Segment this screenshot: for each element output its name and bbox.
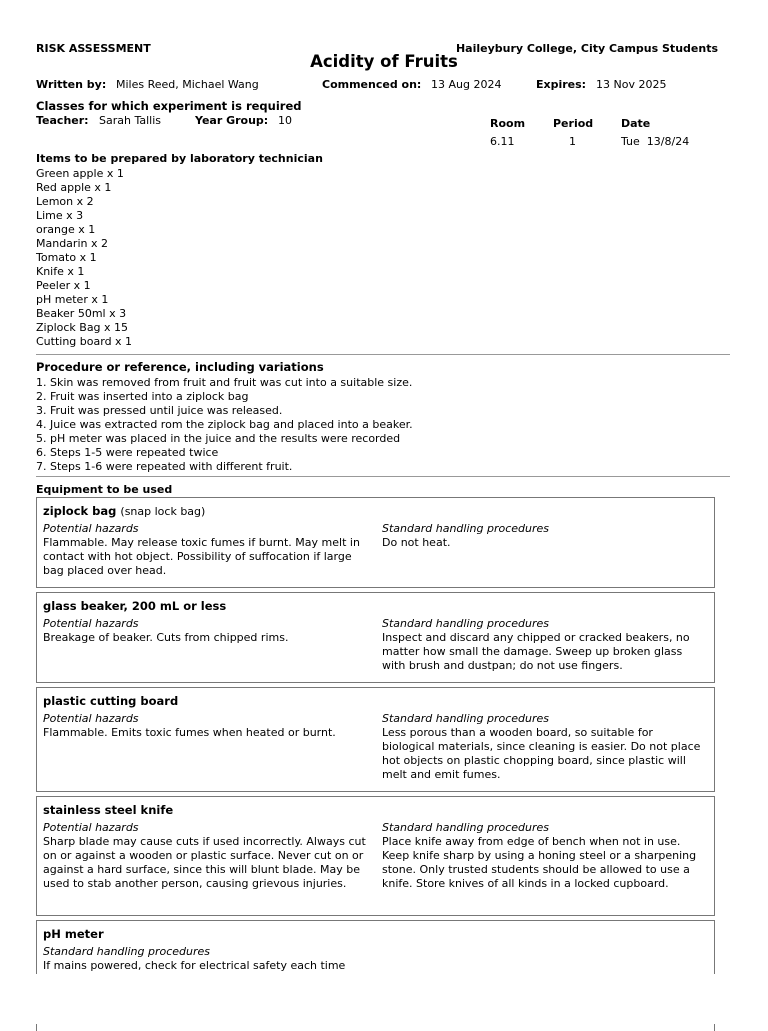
equipment-card-knife: [36, 796, 715, 916]
hazards-label: Potential hazards: [43, 522, 139, 535]
procedure-heading: Procedure or reference, including variations: [36, 360, 324, 374]
list-item: Lime x 3: [36, 209, 84, 222]
equipment-heading: Equipment to be used: [36, 483, 173, 496]
list-item: orange x 1: [36, 223, 96, 236]
hazards-label: Potential hazards: [43, 617, 139, 630]
divider: [36, 354, 730, 355]
hazards-label: Potential hazards: [43, 821, 139, 834]
procedure-step: 4. Juice was extracted rom the ziplock bag and placed into a beaker.: [36, 418, 413, 431]
equipment-subname: (snap lock bag): [120, 505, 206, 518]
procedures-text: Less porous than a wooden board, so suitable for biological materials, since cleaning is easier. Do not place hot objects on plastic chopping board, since plastic will melt and emit fumes.: [382, 726, 701, 781]
procedures-label: Standard handling procedures: [382, 821, 549, 834]
list-item: Red apple x 1: [36, 181, 112, 194]
list-item: Cutting board x 1: [36, 335, 133, 348]
teacher-value: Sarah Tallis: [99, 114, 161, 127]
procedure-step: 3. Fruit was pressed until juice was released.: [36, 404, 283, 417]
room-value: 6.11: [490, 135, 515, 148]
date-label: Date: [621, 117, 651, 130]
equipment-name: ziplock bag (snap lock bag): [43, 504, 206, 518]
hazards-text: Breakage of beaker. Cuts from chipped rims.: [43, 631, 289, 644]
procedures-text: If mains powered, check for electrical safety each time: [43, 959, 346, 972]
procedures-label: Standard handling procedures: [382, 712, 549, 725]
list-item: Ziplock Bag x 15: [36, 321, 129, 334]
hazards-text: Sharp blade may cause cuts if used incorrectly. Always cut on or against a wooden or plastic surface. Never cut on or against a hard surface, since this will blunt blade. May be used to stab another person, causing grievous injuries.: [43, 835, 366, 890]
list-item: Knife x 1: [36, 265, 85, 278]
date-value: Tue 13/8/24: [621, 135, 690, 148]
hazards-text: Flammable. May release toxic fumes if burnt. May melt in contact with hot object. Possibility of suffocation if large bag placed over head.: [43, 536, 360, 577]
list-item: Tomato x 1: [36, 251, 97, 264]
procedures-label: Standard handling procedures: [382, 617, 549, 630]
equipment-card-ziplock-bag: [36, 497, 715, 588]
equipment-card-cutting-board: [36, 687, 715, 792]
equipment-name: glass beaker, 200 mL or less: [43, 599, 227, 613]
procedures-label: Standard handling procedures: [382, 522, 549, 535]
equipment-card-glass-beaker: [36, 592, 715, 683]
procedures-text: Do not heat.: [382, 536, 451, 549]
expires-value: 13 Nov 2025: [596, 78, 667, 91]
procedure-step: 2. Fruit was inserted into a ziplock bag: [36, 390, 249, 403]
list-item: Green apple x 1: [36, 167, 124, 180]
school-name: Haileybury College, City Campus Students: [455, 42, 718, 55]
hazards-text: Flammable. Emits toxic fumes when heated or burnt.: [43, 726, 336, 739]
page-title: Acidity of Fruits: [310, 52, 458, 71]
procedures-label: Standard handling procedures: [43, 945, 210, 958]
year-group-label: Year Group:: [195, 114, 269, 127]
list-item: Mandarin x 2: [36, 237, 108, 250]
procedure-step: 7. Steps 1-6 were repeated with different fruit.: [36, 460, 293, 473]
list-item: Beaker 50ml x 3: [36, 307, 127, 320]
procedures-text: Inspect and discard any chipped or cracked beakers, no matter how small the damage. Sweep up broken glass with brush and dustpan; do not use fingers.: [382, 631, 690, 672]
equipment-name: stainless steel knife: [43, 803, 174, 817]
written-by-label: Written by:: [36, 78, 107, 91]
procedure-steps: [36, 376, 413, 474]
list-item: pH meter x 1: [36, 293, 109, 306]
procedure-step: 6. Steps 1-5 were repeated twice: [36, 446, 219, 459]
items-heading: Items to be prepared by laboratory technician: [36, 152, 323, 165]
period-label: Period: [553, 117, 594, 130]
commenced-value: 13 Aug 2024: [431, 78, 502, 91]
teacher-label: Teacher:: [36, 114, 89, 127]
procedures-text: Place knife away from edge of bench when not in use. Keep knife sharp by using a honing steel or a sharpening stone. Only trusted students should be allowed to use a knife. Store knives of all kinds in a locked cupboard.: [382, 835, 697, 890]
room-label: Room: [490, 117, 526, 130]
hazards-label: Potential hazards: [43, 712, 139, 725]
list-item: Lemon x 2: [36, 195, 94, 208]
equipment-name: pH meter: [43, 927, 104, 941]
classes-heading: Classes for which experiment is required: [36, 99, 302, 113]
doc-type: RISK ASSESSMENT: [36, 42, 151, 55]
procedure-step: 1. Skin was removed from fruit and fruit was cut into a suitable size.: [36, 376, 413, 389]
expires-label: Expires:: [536, 78, 587, 91]
commenced-label: Commenced on:: [322, 78, 422, 91]
page-bottom-mask: [0, 974, 768, 1024]
year-group-value: 10: [278, 114, 292, 127]
items-list: [36, 167, 132, 349]
divider: [36, 476, 730, 477]
written-by-value: Miles Reed, Michael Wang: [116, 78, 259, 91]
procedure-step: 5. pH meter was placed in the juice and the results were recorded: [36, 432, 401, 445]
period-value: 1: [569, 135, 576, 148]
equipment-name: plastic cutting board: [43, 694, 179, 708]
list-item: Peeler x 1: [36, 279, 91, 292]
